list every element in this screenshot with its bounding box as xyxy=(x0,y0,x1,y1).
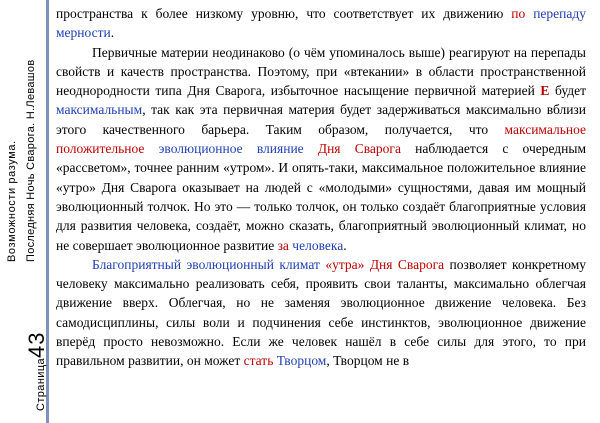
highlight-blue: перепаду мерности xyxy=(56,6,586,41)
highlight-blue: Творцом xyxy=(276,353,327,369)
text-run: . xyxy=(343,237,347,253)
text-run: , так как эта первичная материя будет задерживаться максимально вблизи этого качественного барьера. Таким образом, получается, что xyxy=(56,102,586,137)
text-run: будет xyxy=(549,83,586,99)
highlight-red: стать xyxy=(243,353,274,369)
body-text xyxy=(56,4,586,371)
text-run: наблюдается с очередным «рассветом», точнее ранним «утром». И опять-таки, максимальное положительное влияние «утро» Дня Сварога оказывает на людей с «молодыми» сущностями, давая им мощный эволюционный толчок. Но это — только толчок, он только создаёт благоприятные условия для развития человека, создаёт, можно сказать, благоприятный эволюционный климат, но не совершает эволюционное развитие xyxy=(56,141,587,253)
page-number-block xyxy=(24,331,50,411)
highlight-red: Дня Сварога xyxy=(369,256,445,272)
highlight-red: Дня Сварога xyxy=(317,141,401,157)
highlight-red: по xyxy=(511,6,526,21)
sidebar-book-subtitle: Последняя Ночь Сварога. Н.Левашов xyxy=(25,59,37,262)
paragraph-2 xyxy=(56,43,586,255)
page-number: 43 xyxy=(24,331,49,358)
text-run: , Творцом не в xyxy=(326,353,410,369)
page-label: Страница xyxy=(35,357,47,411)
paragraph-3 xyxy=(56,255,586,371)
paragraph-1 xyxy=(56,4,586,43)
text-run: . xyxy=(110,25,115,41)
text-run: пространства к более низкому уровню, что соответствует их движению xyxy=(56,6,512,21)
highlight-blue: Благоприятный эволюционный климат xyxy=(92,256,320,272)
highlight-blue: человека xyxy=(292,237,344,253)
highlight-red: «утра» xyxy=(325,256,365,272)
text-run xyxy=(525,6,533,21)
text-run: Первичные материи неодинаково (о чём упоминалось выше) реагируют на перепады свойств и качеств пространства. Поэтому, при «втекании» в области пространственной неоднородности типа Дня Сварога, избыточное насыщение первичной материей xyxy=(56,44,586,99)
sidebar-book-title: Возможности разума. xyxy=(6,140,18,262)
text-run xyxy=(144,141,158,156)
highlight-blue: максимальным xyxy=(56,102,143,118)
highlight-red: максимальное положительное xyxy=(56,121,586,157)
text-run: позволяет конкретному человеку максимально реализовать себя, проявить свои таланты, максимально облегчая движение вверх. Облегчая, но не заменяя эволюционное движение человека. Без самодисциплины, силы воли и подчинения себе инстинктов, эволюционное движение вперёд просто невозможно. Если же человек нашёл в себе силы для этого, то при правильном развитии, он может xyxy=(56,256,587,369)
text-run xyxy=(304,141,318,156)
highlight-red-bold: E xyxy=(540,83,550,99)
highlight-red: за xyxy=(277,237,289,253)
highlight-blue: эволюционное влияние xyxy=(158,141,304,157)
